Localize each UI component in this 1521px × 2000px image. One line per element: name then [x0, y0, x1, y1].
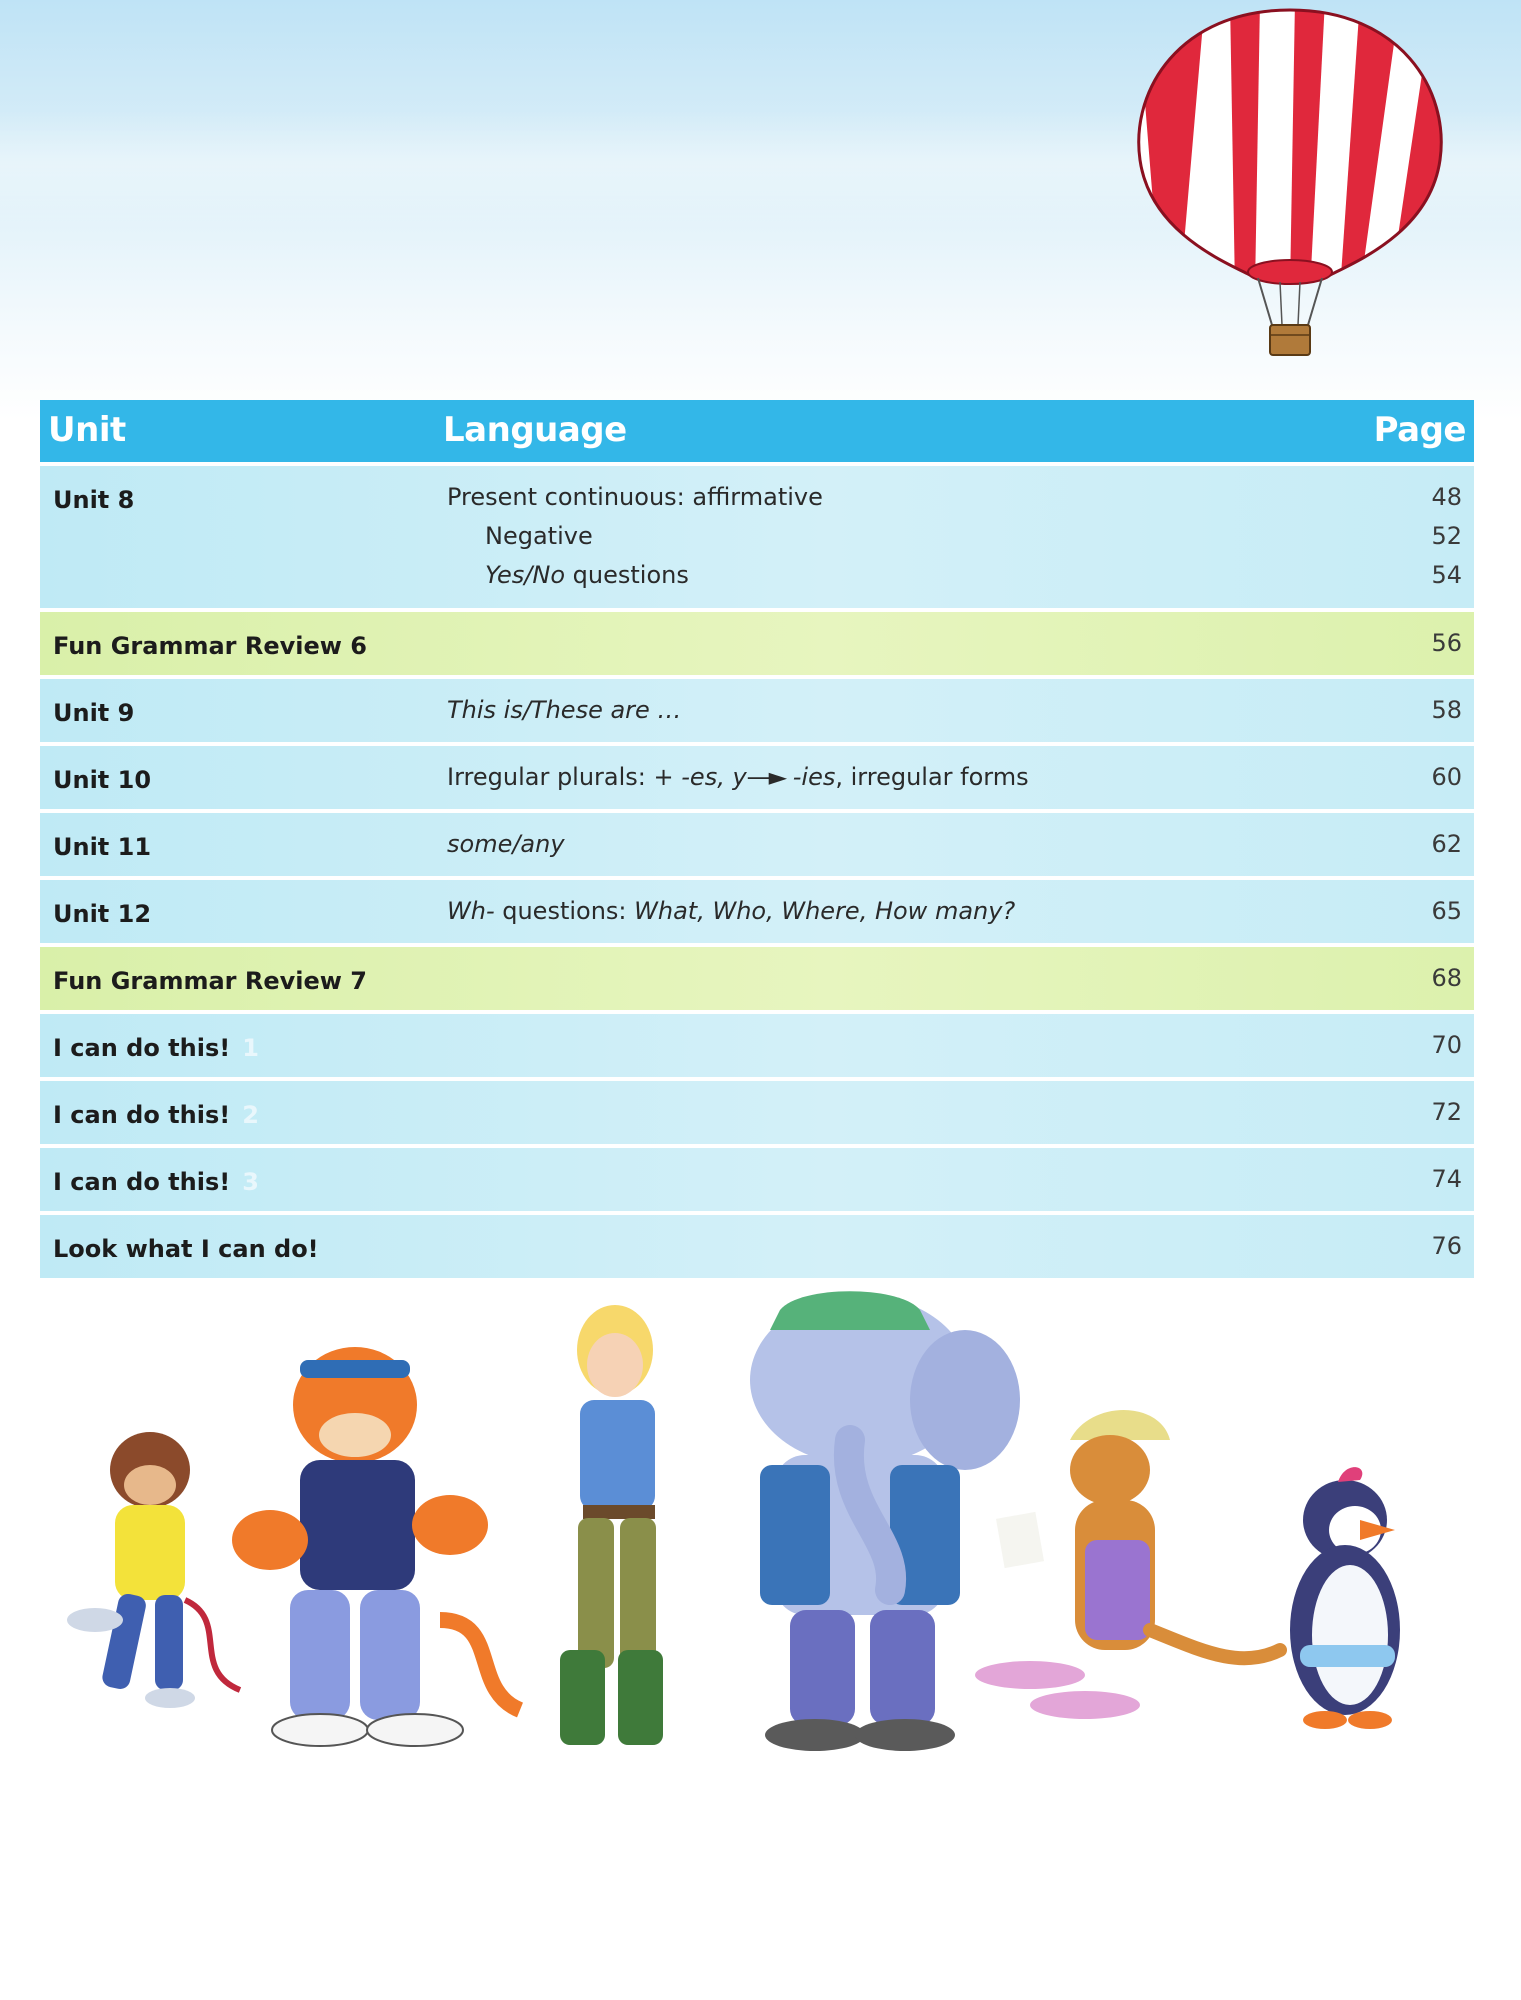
row-language: some/any [447, 830, 565, 858]
row-unit: Fun Grammar Review 6 [53, 632, 367, 660]
page-number: 72 [1431, 1098, 1462, 1126]
row-unit: Unit 11 [53, 833, 152, 861]
toc-row-unit-12 [40, 880, 1474, 943]
page-number: 60 [1431, 763, 1462, 791]
row-language [447, 892, 1015, 931]
page-number: 58 [1431, 696, 1462, 724]
row-unit: Fun Grammar Review 7 [53, 967, 367, 995]
tiger-character [232, 1347, 520, 1746]
toc-row-unit-9 [40, 679, 1474, 742]
row-unit [53, 1034, 259, 1062]
unit-label: I can do this! [53, 1168, 231, 1196]
page-number: 52 [1431, 522, 1462, 550]
language-line: Present continuous: affirmative [447, 483, 823, 511]
elephant-character [750, 1291, 1020, 1751]
number-badge: 3 [242, 1168, 259, 1196]
row-unit: Look what I can do! [53, 1235, 319, 1263]
page-number: 76 [1431, 1232, 1462, 1260]
toc-row-unit-8 [40, 466, 1474, 608]
italic-text: -ies [785, 763, 836, 791]
toc-row-unit-10 [40, 746, 1474, 809]
toc-row-unit-11 [40, 813, 1474, 876]
row-language: This is/These are … [447, 696, 682, 724]
plain-text: questions: [494, 897, 635, 925]
header-language: Language [443, 410, 627, 450]
unit-label: I can do this! [53, 1034, 231, 1062]
table-of-contents [40, 400, 1474, 1278]
cartoon-characters-illustration [0, 1290, 1521, 1790]
row-unit: Unit 12 [53, 900, 152, 928]
toc-row-can-do-1 [40, 1014, 1474, 1077]
row-unit: Unit 8 [53, 486, 135, 514]
toc-row-look-what-i-can-do [40, 1215, 1474, 1278]
page-number: 70 [1431, 1031, 1462, 1059]
language-line: Negative [485, 522, 593, 550]
penguin-character [1290, 1467, 1400, 1729]
toc-row-can-do-3 [40, 1148, 1474, 1211]
italic-text: Wh- [447, 897, 495, 925]
row-language [447, 758, 1029, 797]
toc-header [40, 400, 1474, 462]
kangaroo-character [975, 1410, 1280, 1719]
toc-row-can-do-2 [40, 1081, 1474, 1144]
arrow-icon: —► [746, 763, 786, 791]
row-pages [1431, 478, 1462, 595]
zookeeper-character [560, 1305, 663, 1745]
toc-row-review-7 [40, 947, 1474, 1010]
toc-row-review-6 [40, 612, 1474, 675]
language-line [447, 556, 823, 595]
row-language [447, 478, 823, 595]
number-badge: 1 [242, 1034, 259, 1062]
page-number: 65 [1431, 897, 1462, 925]
plain-text: questions [565, 561, 689, 589]
italic-text: -es, y [681, 763, 747, 791]
unit-label: I can do this! [53, 1101, 231, 1129]
page-number: 74 [1431, 1165, 1462, 1193]
row-unit [53, 1168, 259, 1196]
hot-air-balloon-illustration [1110, 0, 1470, 380]
page-number: 68 [1431, 964, 1462, 992]
header-page: Page [1373, 410, 1466, 450]
row-unit: Unit 9 [53, 699, 135, 727]
page-number: 56 [1431, 629, 1462, 657]
number-badge: 2 [242, 1101, 259, 1129]
page-number: 54 [1431, 561, 1462, 589]
plain-text: , irregular forms [835, 763, 1029, 791]
plain-text: Irregular plurals: + [447, 763, 682, 791]
header-unit: Unit [48, 410, 126, 450]
page-number: 48 [1431, 483, 1462, 511]
monkey-character [67, 1432, 240, 1708]
italic-text: What, Who, Where, How many? [634, 897, 1016, 925]
page-number: 62 [1431, 830, 1462, 858]
row-unit [53, 1101, 259, 1129]
row-unit: Unit 10 [53, 766, 152, 794]
italic-text: Yes/No [485, 561, 566, 589]
